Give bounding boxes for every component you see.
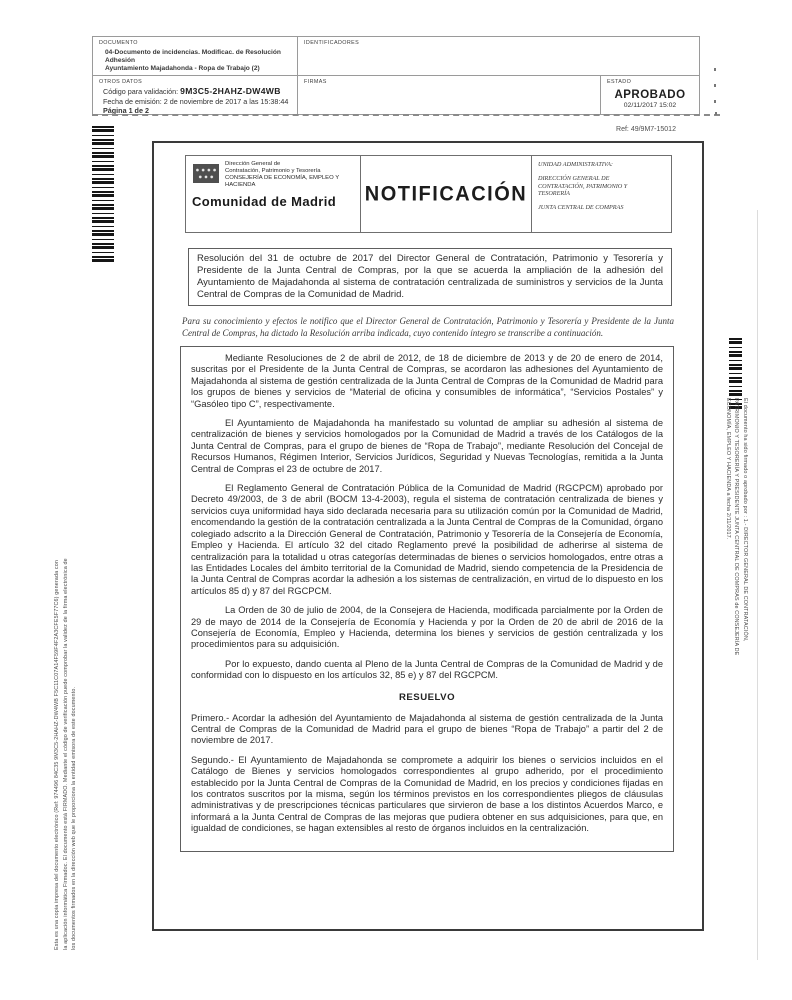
meta-firmas-label: FIRMAS	[304, 79, 327, 85]
administrative-unit-cell	[531, 155, 672, 233]
meta-dashed-divider	[92, 114, 720, 116]
right-margin-note: El documento ha sido firmado o aprobado por : 1.- DIRECTOR GENERAL DE CONTRATACIÓN, PATRIMONIO Y TESORERÍA Y PRESIDENTE JUNTA CENTRAL DE COMPRAS de CONSEJERÍA DE ECONOMÍA, EMPLEO Y HACIENDA a fecha 2/11/2017.	[724, 398, 748, 656]
administrative-unit-line: TESORERÍA	[538, 190, 570, 198]
page-indicator: Página 1 de 2	[103, 106, 149, 116]
resuelvo-heading: RESUELVO	[398, 691, 456, 703]
letterhead	[185, 155, 673, 233]
body-paragraph-2: El Ayuntamiento de Majadahonda ha manifestado su voluntad de ampliar su adhesión al sistema de centralización de bienes y servicios homologados por la Comunidad de Madrid a través de los Catálogos de la Junta Central de Compras, para el grupo de bienes de “Ropa de Trabajo”, mediante Resolución del Concejal de Recursos Humanos, Régimen Interior, Servicios Jurídicos, Seguridad y Nuevas Tecnologías, remitida a la Junta Central de Compras el 23 de octubre de 2017.	[191, 418, 663, 474]
validation-code-line	[103, 87, 297, 97]
org-line: Contratación, Patrimonio y Tesorería	[225, 168, 321, 174]
administrative-unit-line: DIRECCIÓN GENERAL DE	[538, 174, 610, 182]
body-paragraph-segundo: Segundo.- El Ayuntamiento de Majadahonda se compromete a adquirir los bienes o servicios incluidos en el Catálogo de Bienes y servicios homologados correspondientes al grupo adherido, por el procedimiento establecido por la Junta Central de Compras de la Comunidad de Madrid, en los precios y condiciones fijadas en los contratos suscritos por la misma, según los términos previstos en los correspondientes pliegos de cláusulas administrativas y de prescripciones técnicas particulares que sirvieron de base a los distintos Acuerdos Marco, e informará a la Junta Central de Compras de las mejoras que pudiera obtener en sus adquisiciones, para que, en igualdad de condiciones, se hagan extensibles al resto de órganos incluidos en la centralización.	[191, 754, 663, 834]
body-paragraph-4: La Orden de 30 de julio de 2004, de la Consejera de Hacienda, modificada parcialmente por la Orden de 29 de mayo de 2014 de la Consejería de Economía y Hacienda y por la Orden de 20 de abril de 2016 de la Consejería de Economía, Empleo y Hacienda, determina los bienes y servicios de gestión centralizada y los procedimientos para su adquisición.	[191, 605, 663, 650]
body-paragraph-1: Mediante Resoluciones de 2 de abril de 2012, de 18 de diciembre de 2013 y de 20 de enero de 2014, suscritas por el Presidente de la Junta Central de Compras, se acordaron las adhesiones del Ayuntamiento de Majadahonda al sistema de gestión centralizada de la Junta Central de Compras de la Comunidad de Madrid para los grupos de bienes y servicios de “Material de oficina y consumibles de informática”, “Servicios Postales” y “Gasóleo tipo C”, respectivamente.	[191, 353, 663, 409]
validation-code-label: Código para validación:	[103, 87, 179, 96]
org-line: HACIENDA	[225, 182, 256, 188]
brand-title: Comunidad de Madrid	[192, 194, 337, 209]
scan-artifact-dot	[714, 100, 716, 103]
meta-firmas-cell	[297, 75, 601, 115]
ref-number: Ref: 49/9M7-15012	[616, 126, 676, 133]
meta-identifiers-label: IDENTIFICADORES	[304, 40, 360, 46]
barcode	[92, 126, 114, 264]
meta-document-label: DOCUMENTO	[99, 40, 138, 46]
meta-estado-cell	[600, 75, 700, 115]
letterhead-logo-cell	[185, 155, 361, 233]
body-paragraph-primero: Primero.- Acordar la adhesión del Ayuntamiento de Majadahonda al sistema de gestión centralizada de la Junta Central de Compras de la Comunidad de Madrid para el grupo de bienes “Ropa de Trabajo” a partir del 2 de noviembre de 2017.	[191, 712, 663, 746]
notice-paragraph: Para su conocimiento y efectos le notifico que el Director General de Contratación, Patrimonio y Tesorería y Presidente de la Junta Central de Compras, ha dictado la Resolución arriba indicada, cuyo contenido íntegro se transcribe a continuación.	[182, 316, 674, 338]
resolution-summary-box: Resolución del 31 de octubre de 2017 del Director General de Contratación, Patrimonio y Tesorería y Presidente de la Junta Central de Compras, por la que se acuerda la ampliación de la adhesión del Ayuntamiento de Majadahonda al sistema de contratación centralizada de suministros y servicios de la Junta Central de Compras de la Comunidad de Madrid.	[188, 248, 672, 306]
meta-document-cell	[92, 36, 298, 76]
body-paragraph-5: Por lo expuesto, dando cuenta al Pleno de la Junta Central de Compras de la Comunidad de Madrid y de conformidad con lo dispuesto en los artículos 32, 85 e) y 87 del RGCPCM.	[191, 658, 663, 681]
body-paragraph-3: El Reglamento General de Contratación Pública de la Comunidad de Madrid (RGCPCM) aprobado por Decreto 49/2003, de 3 de abril (BOCM 13-4-2003), regula el sistema de contratación centralizada de bienes y servicios cuya uniformidad haya sido declarada necesaria para su utilización común por la Comunidad de Madrid, encomendando la gestión de la contratación centralizada a la Junta Central de Compras de la Comunidad, órgano colegiado adscrito a la Dirección General de Contratación, Patrimonio y Tesorería de la Consejería de Economía, Empleo y Hacienda. El artículo 32 del citado Reglamento prevé la posibilidad de adherirse al sistema de centralización para la totalidad u otras categorías determinadas de bienes o servicios homologados, entre otras a las Entidades Locales del ámbito territorial de la Comunidad de Madrid, siendo competencia de la Presidencia de la Junta Central de Compras acordar la adhesión a los sistemas de centralización, en virtud de lo dispuesto en los artículos 85 d) y 87 del RGCPCM.	[191, 483, 663, 596]
emission-date: Fecha de emisión: 2 de noviembre de 2017 a las 15:38:44	[103, 96, 289, 106]
meta-document-title-line2: Ayuntamiento Majadahonda - Ropa de Trabajo (2)	[105, 65, 260, 73]
scan-artifact-dot	[715, 112, 717, 115]
administrative-unit-line: JUNTA CENTRAL DE COMPRAS	[538, 204, 624, 212]
doc-type-title: NOTIFICACIÓN	[364, 181, 528, 206]
validation-code-value: 9M3C5-2HAHZ-DW4WB	[180, 86, 281, 96]
administrative-unit-label: UNIDAD ADMINISTRATIVA:	[538, 161, 613, 168]
meta-otros-datos-label: OTROS DATOS	[99, 79, 143, 85]
org-line: Dirección General de	[225, 161, 281, 167]
scan-fold-line	[757, 210, 758, 960]
meta-estado-label: ESTADO	[607, 79, 632, 85]
document-frame	[152, 141, 704, 931]
scan-artifact-dot	[714, 68, 716, 71]
org-line: CONSEJERÍA DE ECONOMÍA, EMPLEO Y	[225, 175, 340, 181]
left-margin-note: Esta es una copia impresa del documento electrónico (Ref: 974496 84C35 9M3C5-2HAHZ-DW4WB F5C11C07A14F59F4F2A3CFE5F77C6) generada con la aplicación informática Firmadoc. El documento está FIRMADO. Mediante el código de verificación puede comprobar la validez de la firma electrónica de los documentos firmados en la dirección web que le proporciona la entidad emisora de este documento.	[54, 558, 78, 950]
doc-type-cell	[360, 155, 532, 233]
meta-document-title-line1: 04-Documento de incidencias. Modificac. de Resolución Adhesión	[105, 49, 281, 65]
scan-artifact-dot	[714, 84, 716, 87]
meta-identifiers-cell	[297, 36, 700, 76]
resolution-body	[180, 346, 674, 852]
status-timestamp: 02/11/2017 15:02	[623, 102, 677, 109]
administrative-unit-line: CONTRATACIÓN, PATRIMONIO Y	[538, 182, 628, 190]
meta-otros-datos-cell	[92, 75, 298, 115]
comunidad-madrid-flag-icon	[193, 164, 219, 183]
status-approved: APROBADO	[614, 89, 686, 101]
